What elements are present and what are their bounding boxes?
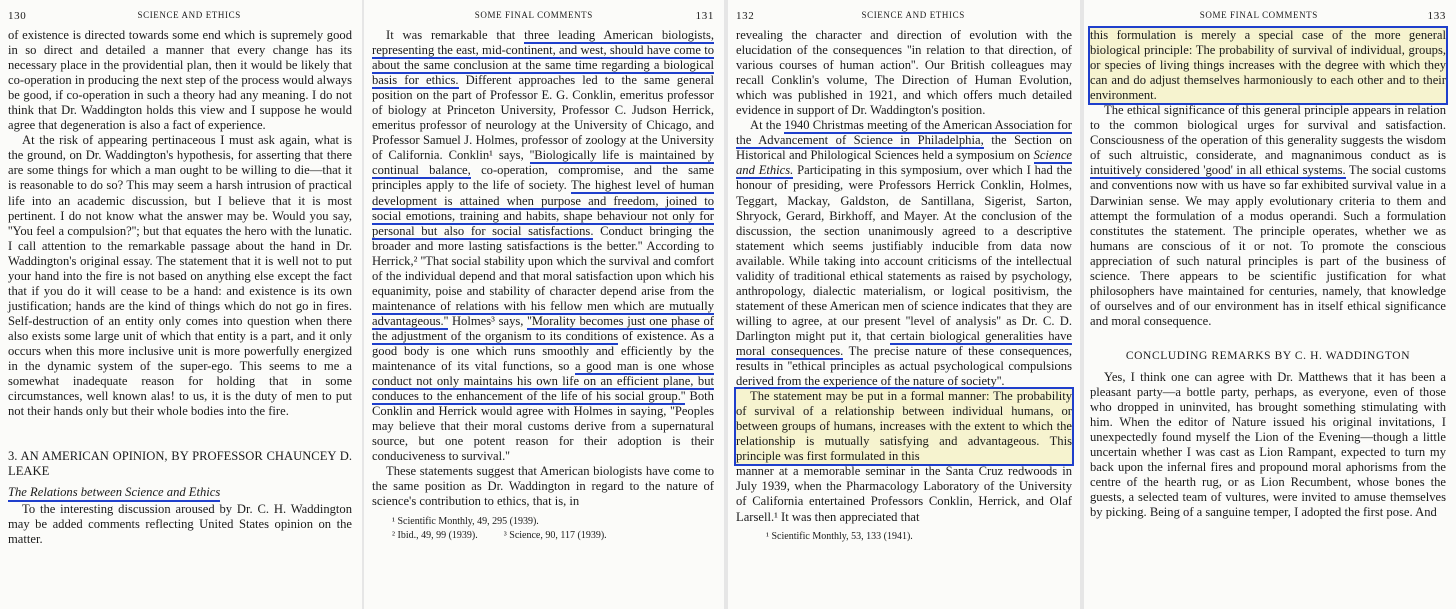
- footnote-row: [372, 529, 714, 543]
- underlined-passage: Science and Ethics.: [736, 148, 1072, 178]
- page-130: [0, 0, 362, 609]
- underlined-passage: three leading American biologists, representing the east, mid-continent, and west, should have come to about the same conclusion at the same time regarding a biological basis for ethics.: [372, 28, 714, 88]
- page-131: [364, 0, 724, 609]
- underlined-passage: certain biological generalities have moral consequences.: [736, 328, 1072, 358]
- page-header: [8, 10, 352, 22]
- body-text: [8, 28, 352, 548]
- page-header: [372, 10, 714, 22]
- page-header: [736, 10, 1072, 22]
- paragraph: These statements suggest that American biologists have come to the same position as Dr. Waddington in regard to the nature of science's contribution to ethics, that is, in: [372, 464, 714, 509]
- page-133: [1084, 0, 1456, 609]
- page-number: 130: [8, 10, 27, 22]
- footnotes: [736, 530, 1072, 544]
- underlined-passage: 1940 Christmas meeting of the American Association for the Advancement of Science in Philadelphia,: [736, 118, 1072, 148]
- underlined-passage: a good man is one whose conduct not only maintains his own life on an efficient plane, but conduces to the enhancement of the life of his social group.'': [372, 359, 715, 404]
- page-number: 131: [695, 10, 714, 22]
- page-132: [728, 0, 1080, 609]
- body-text: [372, 28, 714, 510]
- highlighted-passage: this formulation is merely a special case of the more general biological principle: The probability of survival of individual, groups, or species of living things increases with the degree with which they can and do adjust themselves harmoniously to each other and to their environment.: [1090, 28, 1446, 103]
- underlined-passage: ''Morality becomes just one phase of the adjustment of the organism to its conditions: [372, 313, 714, 343]
- running-head: SOME FINAL COMMENTS: [474, 10, 593, 20]
- footnotes: [372, 515, 714, 543]
- footnote: ³ Science, 90, 117 (1939).: [503, 529, 607, 541]
- footnote: ¹ Scientific Monthly, 49, 295 (1939).: [392, 515, 539, 527]
- paragraph: It was remarkable that three leading American biologists, representing the east, mid-continent, and west, should have come to about the same conclusion at the same time regarding a biological basis for ethics. Different approaches led to the same general position on the part of Professor E. G. Conklin, emeritus professor of biology at Princeton University, Professor C. Judson Herrick, emeritus professor of neurology at the University of Chicago, and Professor Samuel J. Holmes, professor of zoology at the University of California. Conklin¹ says, ''Biologically life is maintained by continual balance, co-operation, compromise, and the same principles apply to the life of society. The highest level of human development is attained when purpose and freedom, joined to social emotions, training and habits, shape behaviour not only for personal but also for social satisfactions. Conduct bringing the broader and more lasting satisfactions is the better.'' According to Herrick,² ''That social stability upon which the survival and comfort of the individual depend and that moral satisfaction upon which his equanimity, poise and stability of character depend arise from the maintenance of relations with his fellow men which are mutually advantageous.'' Holmes³ says, ''Morality becomes just one phase of the adjustment of the organism to its conditions of existence. As a good body is one which runs smoothly and efficiently by the maintenance of its vital functions, so a good man is one whose conduct not only maintains his own life on an efficient plane, but conduces to the enhancement of the life of his social group.'' Both Conklin and Herrick would agree with Holmes in saying, ''Peoples may believe that their moral customs derive from a supernatural source, but one potent reason for their adoption is their conduciveness to survival.'': [372, 28, 715, 464]
- paragraph: The ethical significance of this general principle appears in relation to the common biological urges for survival and satisfaction. Consciousness of the operation of this generality suggests the wisdom of such altruistic, considerate, and magnanimous conduct as is intuitively considered 'good' in all ethical systems. The social customs and conventions now with us have so far exhibited survival value in a Darwinian sense. We may apply evolutionary criteria to them and attempt the formulation of a modus operandi. Such a formulation constitutes the statement. The principle operates, whether we as humans are conscious of it or not. To promote the conscious appreciation of such natural principles is part of the business of science. There appears to be scientific justification for what philosophers have maintained for centuries, namely, that knowledge of ourselves and of our environment has in itself ethical significance and moral consequence.: [1090, 103, 1446, 328]
- underlined-passage: maintenance of relations with his fellow men which are mutually advantageous.'': [372, 298, 714, 328]
- running-head: SCIENCE AND ETHICS: [861, 10, 965, 20]
- highlighted-passage: The statement may be put in a formal manner: The probability of survival of a relationship between individual humans, or between groups of humans, increases with the extent to which the relationship is mutually satisfying and advantageous. This principle was first formulated in this: [736, 389, 1072, 464]
- paragraph: Yes, I think one can agree with Dr. Matthews that it has been a pleasant party—a bottle party, perhaps, as everyone, even of those who dropped in uninvited, has brought something stimulating with him. When the editor of Nature issued his original invitations, I unexpectedly found myself the Lion of the Evening—though a little uncertain whether I was cast as Lion Rampant, expected to turn my back upon the infernal fires and propound moral aphorisms from the centre of the hearth rug, or as Lion Recumbent, whose bones the guests, a selected team of vultures, were invited to amuse themselves by picking. Being of a sanguine temper, I adopted the first pose. And: [1090, 369, 1446, 520]
- body-text: [736, 28, 1072, 525]
- page-number: 132: [736, 10, 755, 22]
- underlined-passage: The highest level of human development is attained when purpose and freedom, joined to social emotions, training and habits, shape behaviour not only for personal but also for social satisfactions.: [372, 178, 714, 238]
- footnote: ¹ Scientific Monthly, 53, 133 (1941).: [766, 530, 913, 542]
- section-subtitle: The Relations between Science and Ethics: [8, 485, 220, 502]
- body-text: [1090, 28, 1446, 520]
- underlined-passage: intuitively considered 'good' in all ethical systems.: [1090, 163, 1346, 178]
- footnote: ² Ibid., 49, 99 (1939).: [392, 529, 478, 541]
- paragraph: At the 1940 Christmas meeting of the American Association for the Advancement of Science in Philadelphia, the Section on Historical and Philological Sciences held a symposium on Science and Ethics. Participating in this symposium, over which I had the honour of presiding, were Professors Herrick Conklin, Holmes, Teggart, Mackay, Galdston, de Santillana, Sigerist, Sarton, Shryock, Gerard, Birkhoff, and Mayer. At the conclusion of the discussion, the section unanimously agreed to a descriptive statement which seems justifiably inducible from data now available. While taking into account criticisms of the intellectual validity of traditional ethical statements as raised by psychology, anthropology, dialectic materialism, or logical positivism, the statement of these American men of science indicates that they are willing to agree, at our present ''level of analysis'' as Dr. C. D. Darlington might put it, that certain biological generalities have moral consequences. The precise nature of these consequences, results in ''ethical principles as actual psychological compulsions derived from the experience of the nature of society''.: [736, 118, 1073, 389]
- paragraph: At the risk of appearing pertinaceous I must ask again, what is the ground, on Dr. Waddington's hypothesis, for asserting that there are some things for which a man ought to be willing to die—that it is reasonable to do so? This may seem a harsh intrusion of practical life into an academic discussion, but I believe that it is most pertinent. I do not know what the answer may be. Would you say, ''You feel a compulsion?''; but that equates the hero with the lunatic. I call attention to the remarkable passage about the hand in Dr. Waddington's original essay. The statement that it is well not to put your hand into the fire is not based on anything else except the fact that if you do it will cease to be a hand: and existence is its own justification; hands are the kind of things which do not go in fires. Self-destruction of an entity only comes into question when there also exists some large unit of which that entity is a part, and it only occurs when this more inclusive unit is more powerfully energized in the dynamic system of the super-ego. This seems to me a somewhat inadequate reason for holding that in some circumstances, well known alas! to us, it is the duty of men to put not their hands only but their whole bodies into the fire.: [8, 133, 352, 419]
- page-header: [1090, 10, 1446, 22]
- paragraph: manner at a memorable seminar in the Santa Cruz redwoods in July 1939, when the Pharmacology Laboratory of the University of California entertained Professors Conklin, Herrick, and Olaf Larsell.¹ It was then appreciated that: [736, 464, 1072, 524]
- running-head: SOME FINAL COMMENTS: [1199, 10, 1318, 20]
- page-number: 133: [1427, 10, 1446, 22]
- paragraph: revealing the character and direction of evolution with the elucidation of the consequences ''in relation to that direction, of various courses of human action''. Our British colleagues may recall Conklin's volume, The Direction of Human Evolution, which was published in 1921, and which offers much detailed evidence in support of Dr. Waddington's position.: [736, 28, 1072, 118]
- running-head: SCIENCE AND ETHICS: [137, 10, 241, 20]
- section-heading: CONCLUDING REMARKS BY C. H. WADDINGTON: [1125, 349, 1411, 362]
- underlined-passage: ''Biologically life is maintained by continual balance,: [372, 148, 714, 178]
- section-heading: 3. AN AMERICAN OPINION, BY PROFESSOR CHAUNCEY D. LEAKE: [8, 449, 352, 479]
- paragraph: of existence is directed towards some end which is supremely good in so direct and detailed a manner that every change has its necessary place in the providential plan, then it would be likely that co-operation in producing the next step of the process would always be good, if co-operation in such a theory had any meaning. I do not think that Dr. Waddington holds this view and I suppose he would agree that degeneration is also a fact of experience.: [8, 28, 352, 133]
- paragraph: To the interesting discussion aroused by Dr. C. H. Waddington may be added comments reflecting United States opinion on the matter.: [8, 502, 352, 547]
